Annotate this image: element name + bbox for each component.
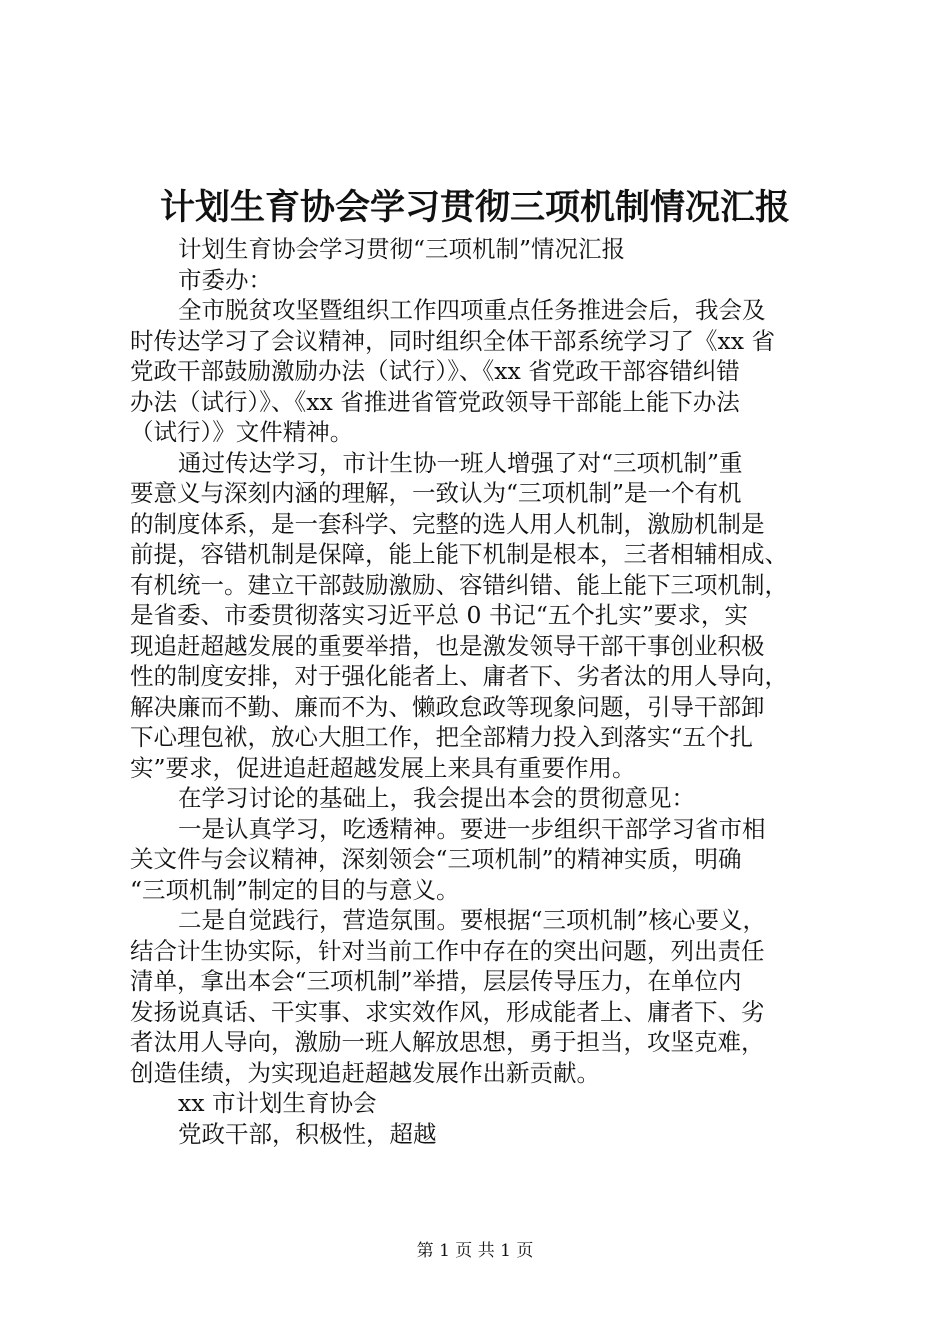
body-line: 办法（试行）》、《xx 省推进省管党政领导干部能上能下办法 <box>130 387 740 416</box>
document-title: 计划生育协会学习贯彻三项机制情况汇报 <box>159 187 790 228</box>
subtitle-line: 计划生育协会学习贯彻“三项机制”情况汇报 <box>178 235 626 263</box>
body-line: 者汰用人导向，激励一班人解放思想，勇于担当，攻坚克难， <box>130 1028 765 1056</box>
page-footer: 第 1 页 共 1 页 <box>416 1241 534 1261</box>
signature-line: xx 市计划生育协会 <box>178 1089 377 1117</box>
body-line: 前提，容错机制是保障，能上能下机制是根本，三者相辅相成、 <box>130 540 788 568</box>
body-line: 党政干部鼓励激励办法（试行）》、《xx 省党政干部容错纠错 <box>130 357 740 385</box>
body-line: 的制度体系，是一套科学、完整的选人用人机制，激励机制是 <box>130 509 765 538</box>
body-line: 现追赶超越发展的重要举措，也是激发领导干部干事创业积极 <box>130 631 765 660</box>
body-line: 二是自觉践行，营造氛围。要根据“三项机制”核心要义， <box>178 906 767 934</box>
body-line: 关文件与会议精神，深刻领会“三项机制”的精神实质，明确 <box>130 845 742 873</box>
body-line: 是省委、市委贯彻落实习近平总 0 书记“五个扎实”要求，实 <box>130 601 748 629</box>
body-line: 在学习讨论的基础上，我会提出本会的贯彻意见： <box>178 784 695 812</box>
body-line: 实”要求，促进追赶超越发展上来具有重要作用。 <box>130 753 636 782</box>
body-line: 清单，拿出本会“三项机制”举措，层层传导压力，在单位内 <box>130 967 742 995</box>
body-line: 要意义与深刻内涵的理解，一致认为“三项机制”是一个有机 <box>130 479 742 507</box>
document-body <box>130 234 830 1149</box>
body-line: 发扬说真话、干实事、求实效作风，形成能者上、庸者下、劣 <box>130 997 765 1026</box>
body-line: 创造佳绩，为实现追赶超越发展作出新贡献。 <box>130 1058 600 1087</box>
body-line: 时传达学习了会议精神，同时组织全体干部系统学习了《xx 省 <box>130 326 775 355</box>
body-line: 解决廉而不勤、廉而不为、懒政怠政等现象问题，引导干部卸 <box>130 692 765 721</box>
body-line: “三项机制”制定的目的与意义。 <box>130 875 460 904</box>
body-line: 全市脱贫攻坚暨组织工作四项重点任务推进会后，我会及 <box>178 296 766 324</box>
body-line: 结合计生协实际，针对当前工作中存在的突出问题，列出责任 <box>130 936 765 965</box>
addressee-line: 市委办： <box>178 265 272 294</box>
keywords-line: 党政干部，积极性，超越 <box>178 1119 437 1148</box>
body-line: （试行）》文件精神。 <box>130 418 354 446</box>
body-line: 通过传达学习，市计生协一班人增强了对“三项机制”重 <box>178 448 743 477</box>
body-line: 有机统一。建立干部鼓励激励、容错纠错、能上能下三项机制， <box>130 570 788 599</box>
body-line: 一是认真学习，吃透精神。要进一步组织干部学习省市相 <box>178 814 766 843</box>
body-line: 下心理包袱，放心大胆工作，把全部精力投入到落实“五个扎 <box>130 723 754 751</box>
body-line: 性的制度安排，对于强化能者上、庸者下、劣者汰的用人导向， <box>130 662 788 690</box>
